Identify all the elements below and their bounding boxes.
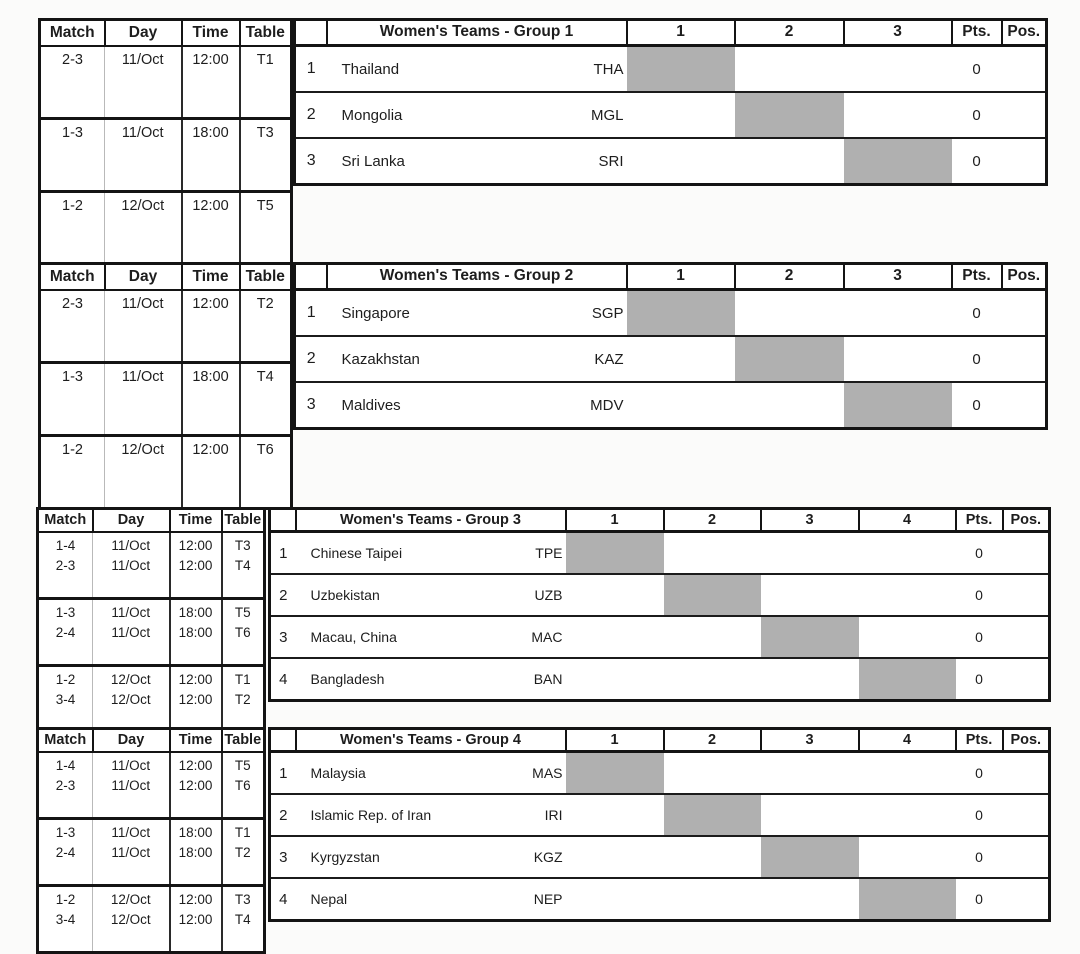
match-cell: 2-3 xyxy=(55,558,76,573)
day-cell: 11/Oct xyxy=(111,845,151,860)
schedule-row xyxy=(40,363,292,436)
result-cell xyxy=(566,878,664,921)
pos-header: Pos. xyxy=(1002,264,1047,290)
time-cell: 18:00 xyxy=(192,125,229,141)
standings-row xyxy=(270,532,1050,575)
schedule-header-time: Time xyxy=(182,20,240,47)
group-title: Women's Teams - Group 1 xyxy=(327,20,627,46)
team-code: BAN xyxy=(533,671,563,687)
pos-header: Pos. xyxy=(1002,20,1047,46)
team-code: UZB xyxy=(534,587,563,603)
diagonal-cell xyxy=(761,836,859,878)
schedule-row xyxy=(38,666,265,733)
result-cell xyxy=(761,658,859,701)
team-code: KGZ xyxy=(533,849,563,865)
position-cell xyxy=(1002,92,1047,138)
time-cell: 18:00 xyxy=(178,625,213,640)
team-code: MGL xyxy=(590,106,624,124)
result-cell xyxy=(566,794,664,836)
group-title: Women's Teams - Group 2 xyxy=(327,264,627,290)
schedule-row xyxy=(38,752,265,819)
match-cell: 2-3 xyxy=(55,778,76,793)
day-cell: 11/Oct xyxy=(111,758,151,773)
time-cell: 18:00 xyxy=(178,605,213,620)
match-cell: 1-3 xyxy=(55,605,76,620)
result-cell xyxy=(844,92,952,138)
time-cell: 18:00 xyxy=(178,845,213,860)
result-cell xyxy=(664,878,761,921)
group-title: Women's Teams - Group 4 xyxy=(296,729,566,752)
day-cell: 11/Oct xyxy=(111,538,151,553)
result-cell xyxy=(627,336,735,382)
schedule-row xyxy=(38,532,265,599)
diagonal-cell xyxy=(627,290,735,337)
points-cell: 0 xyxy=(952,92,1002,138)
table-cell: T3 xyxy=(234,892,251,907)
match-cell: 3-4 xyxy=(55,692,76,707)
schedule-header-time: Time xyxy=(170,509,222,533)
team-name: Kazakhstan xyxy=(341,350,420,368)
team-number: 1 xyxy=(295,46,327,93)
schedule-header-day: Day xyxy=(93,729,170,753)
table-cell: T6 xyxy=(256,442,274,458)
match-cell: 2-4 xyxy=(55,845,76,860)
round-col-header: 2 xyxy=(664,509,761,532)
schedule-header-match: Match xyxy=(38,729,93,753)
table-cell: T4 xyxy=(234,558,251,573)
team-name: Uzbekistan xyxy=(310,587,380,603)
table-cell: T2 xyxy=(256,296,274,312)
team-name: Thailand xyxy=(341,60,400,78)
corner-cell xyxy=(270,509,296,532)
round-col-header: 3 xyxy=(844,264,952,290)
position-cell xyxy=(1003,658,1050,701)
time-cell: 12:00 xyxy=(192,442,229,458)
team-code: MAS xyxy=(532,765,563,781)
diagonal-cell xyxy=(844,138,952,185)
schedule-header-match: Match xyxy=(40,264,105,291)
position-cell xyxy=(1003,532,1050,575)
match-cell: 1-3 xyxy=(62,369,83,385)
group4-standings-table xyxy=(268,727,1051,922)
result-cell xyxy=(735,46,844,93)
round-col-header: 1 xyxy=(627,264,735,290)
schedule-header-row xyxy=(40,264,292,291)
team-number: 2 xyxy=(270,794,296,836)
table-cell: T1 xyxy=(234,825,251,840)
match-cell: 2-4 xyxy=(55,625,76,640)
schedule-row xyxy=(38,599,265,666)
table-cell: T6 xyxy=(234,778,251,793)
team-code: SRI xyxy=(598,152,624,170)
group4-schedule-table xyxy=(36,727,266,954)
standings-row xyxy=(270,658,1050,701)
result-cell xyxy=(664,616,761,658)
position-cell xyxy=(1003,794,1050,836)
standings-row xyxy=(295,290,1047,337)
team-code: MDV xyxy=(590,396,624,414)
position-cell xyxy=(1003,616,1050,658)
diagonal-cell xyxy=(664,794,761,836)
result-cell xyxy=(859,752,956,795)
time-cell: 12:00 xyxy=(178,558,213,573)
day-cell: 11/Oct xyxy=(121,125,164,141)
day-cell: 11/Oct xyxy=(121,52,164,68)
result-cell xyxy=(859,616,956,658)
standings-row xyxy=(270,752,1050,795)
schedule-header-time: Time xyxy=(182,264,240,291)
standings-row xyxy=(295,382,1047,429)
result-cell xyxy=(566,574,664,616)
day-cell: 12/Oct xyxy=(121,198,165,214)
position-cell xyxy=(1002,46,1047,93)
table-cell: T4 xyxy=(256,369,274,385)
team-number: 3 xyxy=(270,836,296,878)
table-cell: T5 xyxy=(234,605,251,620)
day-cell: 12/Oct xyxy=(110,912,151,927)
round-col-header: 4 xyxy=(859,729,956,752)
match-cell: 1-4 xyxy=(55,538,76,553)
result-cell xyxy=(859,574,956,616)
team-name: Maldives xyxy=(341,396,401,414)
time-cell: 12:00 xyxy=(178,758,213,773)
schedule-row xyxy=(38,819,265,886)
result-cell xyxy=(566,658,664,701)
pts-header: Pts. xyxy=(956,509,1003,532)
team-code: IRI xyxy=(544,807,563,823)
time-cell: 12:00 xyxy=(178,692,213,707)
team-number: 1 xyxy=(270,532,296,575)
diagonal-cell xyxy=(627,46,735,93)
diagonal-cell xyxy=(664,574,761,616)
diagonal-cell xyxy=(566,752,664,795)
schedule-header-row xyxy=(38,729,265,753)
standings-row xyxy=(295,336,1047,382)
team-code: SGP xyxy=(591,304,624,322)
result-cell xyxy=(761,752,859,795)
standings-row xyxy=(270,878,1050,921)
position-cell xyxy=(1003,752,1050,795)
pos-header: Pos. xyxy=(1003,729,1050,752)
points-cell: 0 xyxy=(952,336,1002,382)
team-number: 1 xyxy=(295,290,327,337)
result-cell xyxy=(627,92,735,138)
diagonal-cell xyxy=(844,382,952,429)
schedule-row xyxy=(40,119,292,192)
pos-header: Pos. xyxy=(1003,509,1050,532)
schedule-row xyxy=(38,886,265,953)
standings-row xyxy=(295,92,1047,138)
round-col-header: 1 xyxy=(566,509,664,532)
day-cell: 11/Oct xyxy=(121,296,164,312)
group3-schedule-table xyxy=(36,507,266,734)
standings-header-row xyxy=(295,264,1047,290)
standings-row xyxy=(295,138,1047,185)
team-name: Mongolia xyxy=(341,106,403,124)
team-name: Sri Lanka xyxy=(341,152,405,170)
match-cell: 1-2 xyxy=(62,442,83,458)
time-cell: 12:00 xyxy=(178,538,213,553)
corner-cell xyxy=(295,264,327,290)
diagonal-cell xyxy=(859,658,956,701)
points-cell: 0 xyxy=(956,574,1003,616)
position-cell xyxy=(1003,878,1050,921)
result-cell xyxy=(664,752,761,795)
standings-row xyxy=(270,616,1050,658)
standings-header-row xyxy=(270,509,1050,532)
table-cell: T6 xyxy=(234,625,251,640)
schedule-header-table: Table xyxy=(240,264,292,291)
team-name: Chinese Taipei xyxy=(310,545,403,561)
corner-cell xyxy=(295,20,327,46)
schedule-header-day: Day xyxy=(93,509,170,533)
result-cell xyxy=(735,382,844,429)
match-cell: 1-3 xyxy=(55,825,76,840)
result-cell xyxy=(627,138,735,185)
schedule-header-row xyxy=(38,509,265,533)
points-cell: 0 xyxy=(956,836,1003,878)
schedule-header-row xyxy=(40,20,292,47)
result-cell xyxy=(735,290,844,337)
match-cell: 1-3 xyxy=(62,125,83,141)
time-cell: 12:00 xyxy=(178,778,213,793)
schedule-row xyxy=(40,46,292,119)
result-cell xyxy=(664,836,761,878)
match-cell: 1-2 xyxy=(55,672,76,687)
pts-header: Pts. xyxy=(952,264,1002,290)
result-cell xyxy=(859,794,956,836)
team-code: NEP xyxy=(533,891,563,907)
table-cell: T4 xyxy=(234,912,251,927)
team-number: 4 xyxy=(270,878,296,921)
points-cell: 0 xyxy=(956,878,1003,921)
result-cell xyxy=(761,532,859,575)
team-code: MAC xyxy=(531,629,563,645)
schedule-header-day: Day xyxy=(105,264,182,291)
points-cell: 0 xyxy=(956,658,1003,701)
time-cell: 12:00 xyxy=(192,52,229,68)
schedule-header-table: Table xyxy=(222,729,265,753)
result-cell xyxy=(844,46,952,93)
team-number: 3 xyxy=(295,138,327,185)
group-title: Women's Teams - Group 3 xyxy=(296,509,566,532)
day-cell: 11/Oct xyxy=(121,369,164,385)
table-cell: T5 xyxy=(234,758,251,773)
round-col-header: 1 xyxy=(627,20,735,46)
result-cell xyxy=(627,382,735,429)
result-cell xyxy=(859,532,956,575)
round-col-header: 3 xyxy=(844,20,952,46)
team-code: TPE xyxy=(535,545,563,561)
team-number: 2 xyxy=(295,92,327,138)
round-col-header: 2 xyxy=(735,20,844,46)
standings-row xyxy=(270,794,1050,836)
points-cell: 0 xyxy=(952,382,1002,429)
position-cell xyxy=(1002,138,1047,185)
table-cell: T1 xyxy=(234,672,251,687)
match-cell: 2-3 xyxy=(62,296,83,312)
group1-schedule-table xyxy=(38,18,293,266)
match-cell: 1-2 xyxy=(62,198,83,214)
round-col-header: 4 xyxy=(859,509,956,532)
day-cell: 11/Oct xyxy=(111,825,151,840)
team-number: 3 xyxy=(295,382,327,429)
team-number: 2 xyxy=(270,574,296,616)
team-number: 2 xyxy=(295,336,327,382)
group1-standings-table xyxy=(293,18,1048,186)
table-cell: T2 xyxy=(234,845,251,860)
group3-standings-table xyxy=(268,507,1051,702)
schedule-header-match: Match xyxy=(40,20,105,47)
team-name: Bangladesh xyxy=(310,671,385,687)
result-cell xyxy=(844,336,952,382)
time-cell: 12:00 xyxy=(178,912,213,927)
round-col-header: 3 xyxy=(761,509,859,532)
day-cell: 11/Oct xyxy=(111,558,151,573)
diagonal-cell xyxy=(735,336,844,382)
team-name: Islamic Rep. of Iran xyxy=(310,807,432,823)
time-cell: 12:00 xyxy=(178,892,213,907)
schedule-header-day: Day xyxy=(105,20,182,47)
points-cell: 0 xyxy=(956,532,1003,575)
table-cell: T1 xyxy=(256,52,274,68)
points-cell: 0 xyxy=(956,752,1003,795)
standings-header-row xyxy=(270,729,1050,752)
group2-standings-table xyxy=(293,262,1048,430)
day-cell: 11/Oct xyxy=(111,625,151,640)
day-cell: 12/Oct xyxy=(121,442,165,458)
table-cell: T2 xyxy=(234,692,251,707)
standings-row xyxy=(270,836,1050,878)
result-cell xyxy=(844,290,952,337)
corner-cell xyxy=(270,729,296,752)
result-cell xyxy=(735,138,844,185)
time-cell: 12:00 xyxy=(192,296,229,312)
day-cell: 12/Oct xyxy=(110,892,151,907)
team-number: 3 xyxy=(270,616,296,658)
pts-header: Pts. xyxy=(952,20,1002,46)
round-col-header: 1 xyxy=(566,729,664,752)
result-cell xyxy=(761,794,859,836)
points-cell: 0 xyxy=(956,794,1003,836)
time-cell: 18:00 xyxy=(192,369,229,385)
pts-header: Pts. xyxy=(956,729,1003,752)
team-name: Malaysia xyxy=(310,765,366,781)
schedule-header-table: Table xyxy=(240,20,292,47)
round-col-header: 2 xyxy=(664,729,761,752)
group2-schedule-table xyxy=(38,262,293,510)
time-cell: 18:00 xyxy=(178,825,213,840)
diagonal-cell xyxy=(735,92,844,138)
match-cell: 1-2 xyxy=(55,892,76,907)
table-cell: T5 xyxy=(256,198,274,214)
position-cell xyxy=(1002,382,1047,429)
round-col-header: 3 xyxy=(761,729,859,752)
result-cell xyxy=(761,878,859,921)
day-cell: 11/Oct xyxy=(111,778,151,793)
team-name: Macau, China xyxy=(310,629,397,645)
points-cell: 0 xyxy=(952,290,1002,337)
match-cell: 1-4 xyxy=(55,758,76,773)
diagonal-cell xyxy=(859,878,956,921)
team-code: THA xyxy=(593,60,624,78)
table-cell: T3 xyxy=(234,538,251,553)
points-cell: 0 xyxy=(952,138,1002,185)
result-cell xyxy=(566,836,664,878)
result-cell xyxy=(566,616,664,658)
match-cell: 3-4 xyxy=(55,912,76,927)
standings-row xyxy=(295,46,1047,93)
schedule-header-time: Time xyxy=(170,729,222,753)
result-cell xyxy=(859,836,956,878)
points-cell: 0 xyxy=(952,46,1002,93)
team-name: Singapore xyxy=(341,304,410,322)
result-cell xyxy=(664,658,761,701)
match-cell: 2-3 xyxy=(62,52,83,68)
diagonal-cell xyxy=(761,616,859,658)
result-cell xyxy=(664,532,761,575)
schedule-row xyxy=(40,290,292,363)
points-cell: 0 xyxy=(956,616,1003,658)
team-name: Nepal xyxy=(310,891,348,907)
schedule-row xyxy=(40,436,292,509)
schedule-header-match: Match xyxy=(38,509,93,533)
team-code: KAZ xyxy=(594,350,624,368)
table-cell: T3 xyxy=(256,125,274,141)
result-cell xyxy=(761,574,859,616)
position-cell xyxy=(1002,290,1047,337)
position-cell xyxy=(1003,574,1050,616)
standings-header-row xyxy=(295,20,1047,46)
position-cell xyxy=(1002,336,1047,382)
day-cell: 12/Oct xyxy=(110,692,151,707)
time-cell: 12:00 xyxy=(192,198,229,214)
day-cell: 12/Oct xyxy=(110,672,151,687)
time-cell: 12:00 xyxy=(178,672,213,687)
team-number: 1 xyxy=(270,752,296,795)
position-cell xyxy=(1003,836,1050,878)
standings-row xyxy=(270,574,1050,616)
diagonal-cell xyxy=(566,532,664,575)
schedule-header-table: Table xyxy=(222,509,265,533)
team-name: Kyrgyzstan xyxy=(310,849,380,865)
round-col-header: 2 xyxy=(735,264,844,290)
schedule-row xyxy=(40,192,292,265)
day-cell: 11/Oct xyxy=(111,605,151,620)
team-number: 4 xyxy=(270,658,296,701)
